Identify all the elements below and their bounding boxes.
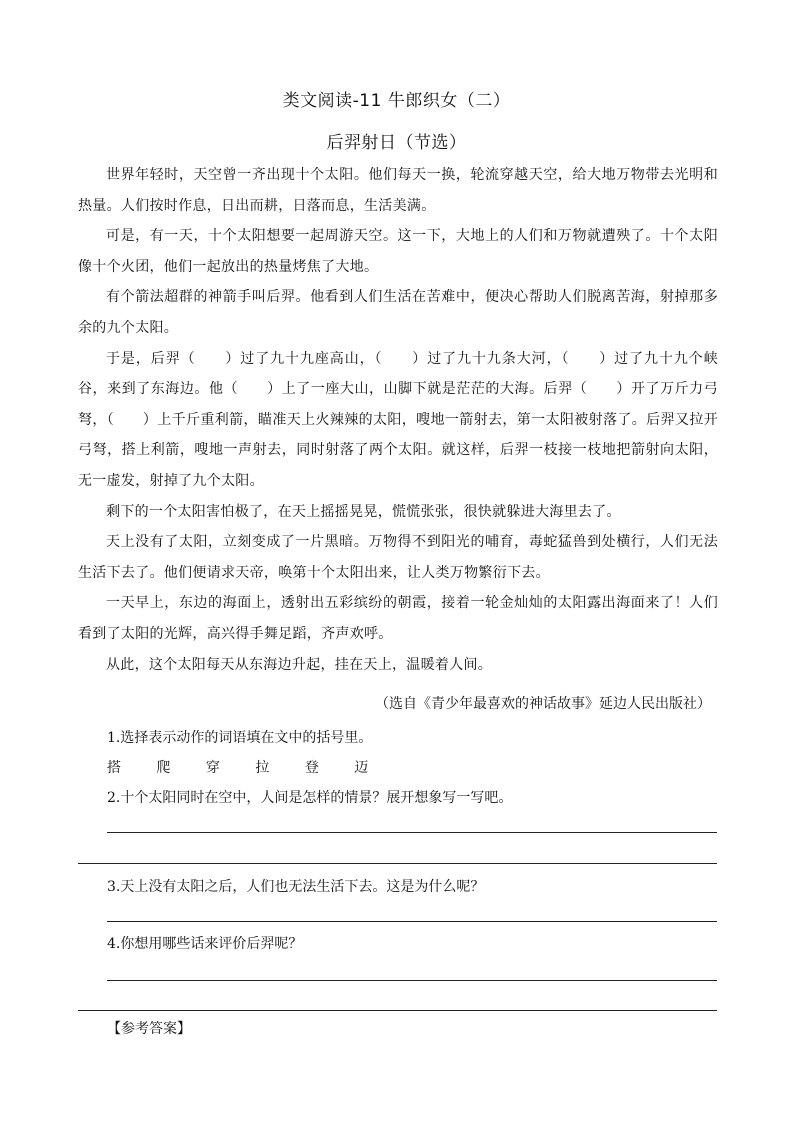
passage-paragraph: 有个箭法超群的神箭手叫后羿。他看到人们生活在苦难中，便决心帮助人们脱离苦海，射掉那多余的九个太阳。: [78, 289, 718, 336]
word-choice: 搭: [107, 760, 121, 776]
page-title: 类文阅读-11 牛郎织女（二）: [282, 91, 511, 111]
answer-line-q4-1[interactable]: [107, 980, 717, 981]
question-1: 1.选择表示动作的词语填在文中的括号里。: [107, 730, 373, 746]
answer-line-q2-1[interactable]: [107, 832, 717, 833]
passage-paragraph: 天上没有了太阳，立刻变成了一片黑暗。万物得不到阳光的哺育，毒蛇猛兽到处横行，人们无法生活下去了。他们便请求天帝，唤第十个太阳出来，让人类万物繁衍下去。: [78, 534, 718, 581]
word-choice: 登: [304, 760, 319, 776]
word-choices: [107, 757, 399, 777]
answer-key-heading: 【参考答案】: [107, 1021, 191, 1037]
word-choice: 爬: [156, 760, 171, 776]
passage-title: 后羿射日（节选）: [326, 133, 467, 153]
word-choice: 穿: [205, 760, 220, 776]
answer-line-q4-2[interactable]: [78, 1010, 717, 1011]
passage-paragraph: 世界年轻时，天空曾一齐出现十个太阳。他们每天一换，轮流穿越天空，给大地万物带去光明和热量。人们按时作息，日出而耕，日落而息，生活美满。: [78, 167, 718, 214]
question-3: 3.天上没有太阳之后，人们也无法生活下去。这是为什么呢？: [107, 879, 485, 895]
passage-paragraph: 一天早上，东边的海面上，透射出五彩缤纷的朝霞，接着一轮金灿灿的太阳露出海面来了！人们看到了太阳的光辉，高兴得手舞足蹈，齐声欢呼。: [78, 595, 718, 642]
word-choice: 拉: [255, 760, 270, 776]
answer-line-q2-2[interactable]: [78, 863, 717, 864]
question-2: 2.十个太阳同时在空中，人间是怎样的情景？展开想象写一写吧。: [107, 790, 513, 806]
passage-paragraph: 于是，后羿（ ）过了九十九座高山，（ ）过了九十九条大河，（ ）过了九十九个峡谷，来到了东海边。他（ ）上了一座大山，山脚下就是茫茫的大海。后羿（ ）开了万斤力弓弩，（ ）上千斤重利箭，瞄准天上火辣辣的太阳，嗖地一箭射去，第一太阳被射落了。后羿又拉开弓弩，搭上利箭，嗖地一声射去，同时射落了两个太阳。就这样，后羿一枝接一枝地把箭射向太阳，无一虚发，射掉了九个太阳。: [78, 350, 718, 489]
word-choice: 迈: [354, 760, 369, 776]
passage-body: [78, 160, 718, 680]
answer-line-q3[interactable]: [107, 921, 717, 922]
question-4: 4.你想用哪些话来评价后羿呢？: [107, 936, 303, 952]
passage-paragraph: 从此，这个太阳每天从东海边升起，挂在天上，温暖着人间。: [106, 656, 493, 673]
passage-paragraph: 剩下的一个太阳害怕极了，在天上摇摇晃晃，慌慌张张，很快就躲进大海里去了。: [106, 503, 621, 520]
passage-paragraph: 可是，有一天，十个太阳想要一起周游天空。这一下，大地上的人们和万物就遭殃了。十个太阳像十个火团，他们一起放出的热量烤焦了大地。: [78, 228, 718, 275]
passage-source: （选自《青少年最喜欢的神话故事》延边人民出版社）: [375, 696, 711, 712]
